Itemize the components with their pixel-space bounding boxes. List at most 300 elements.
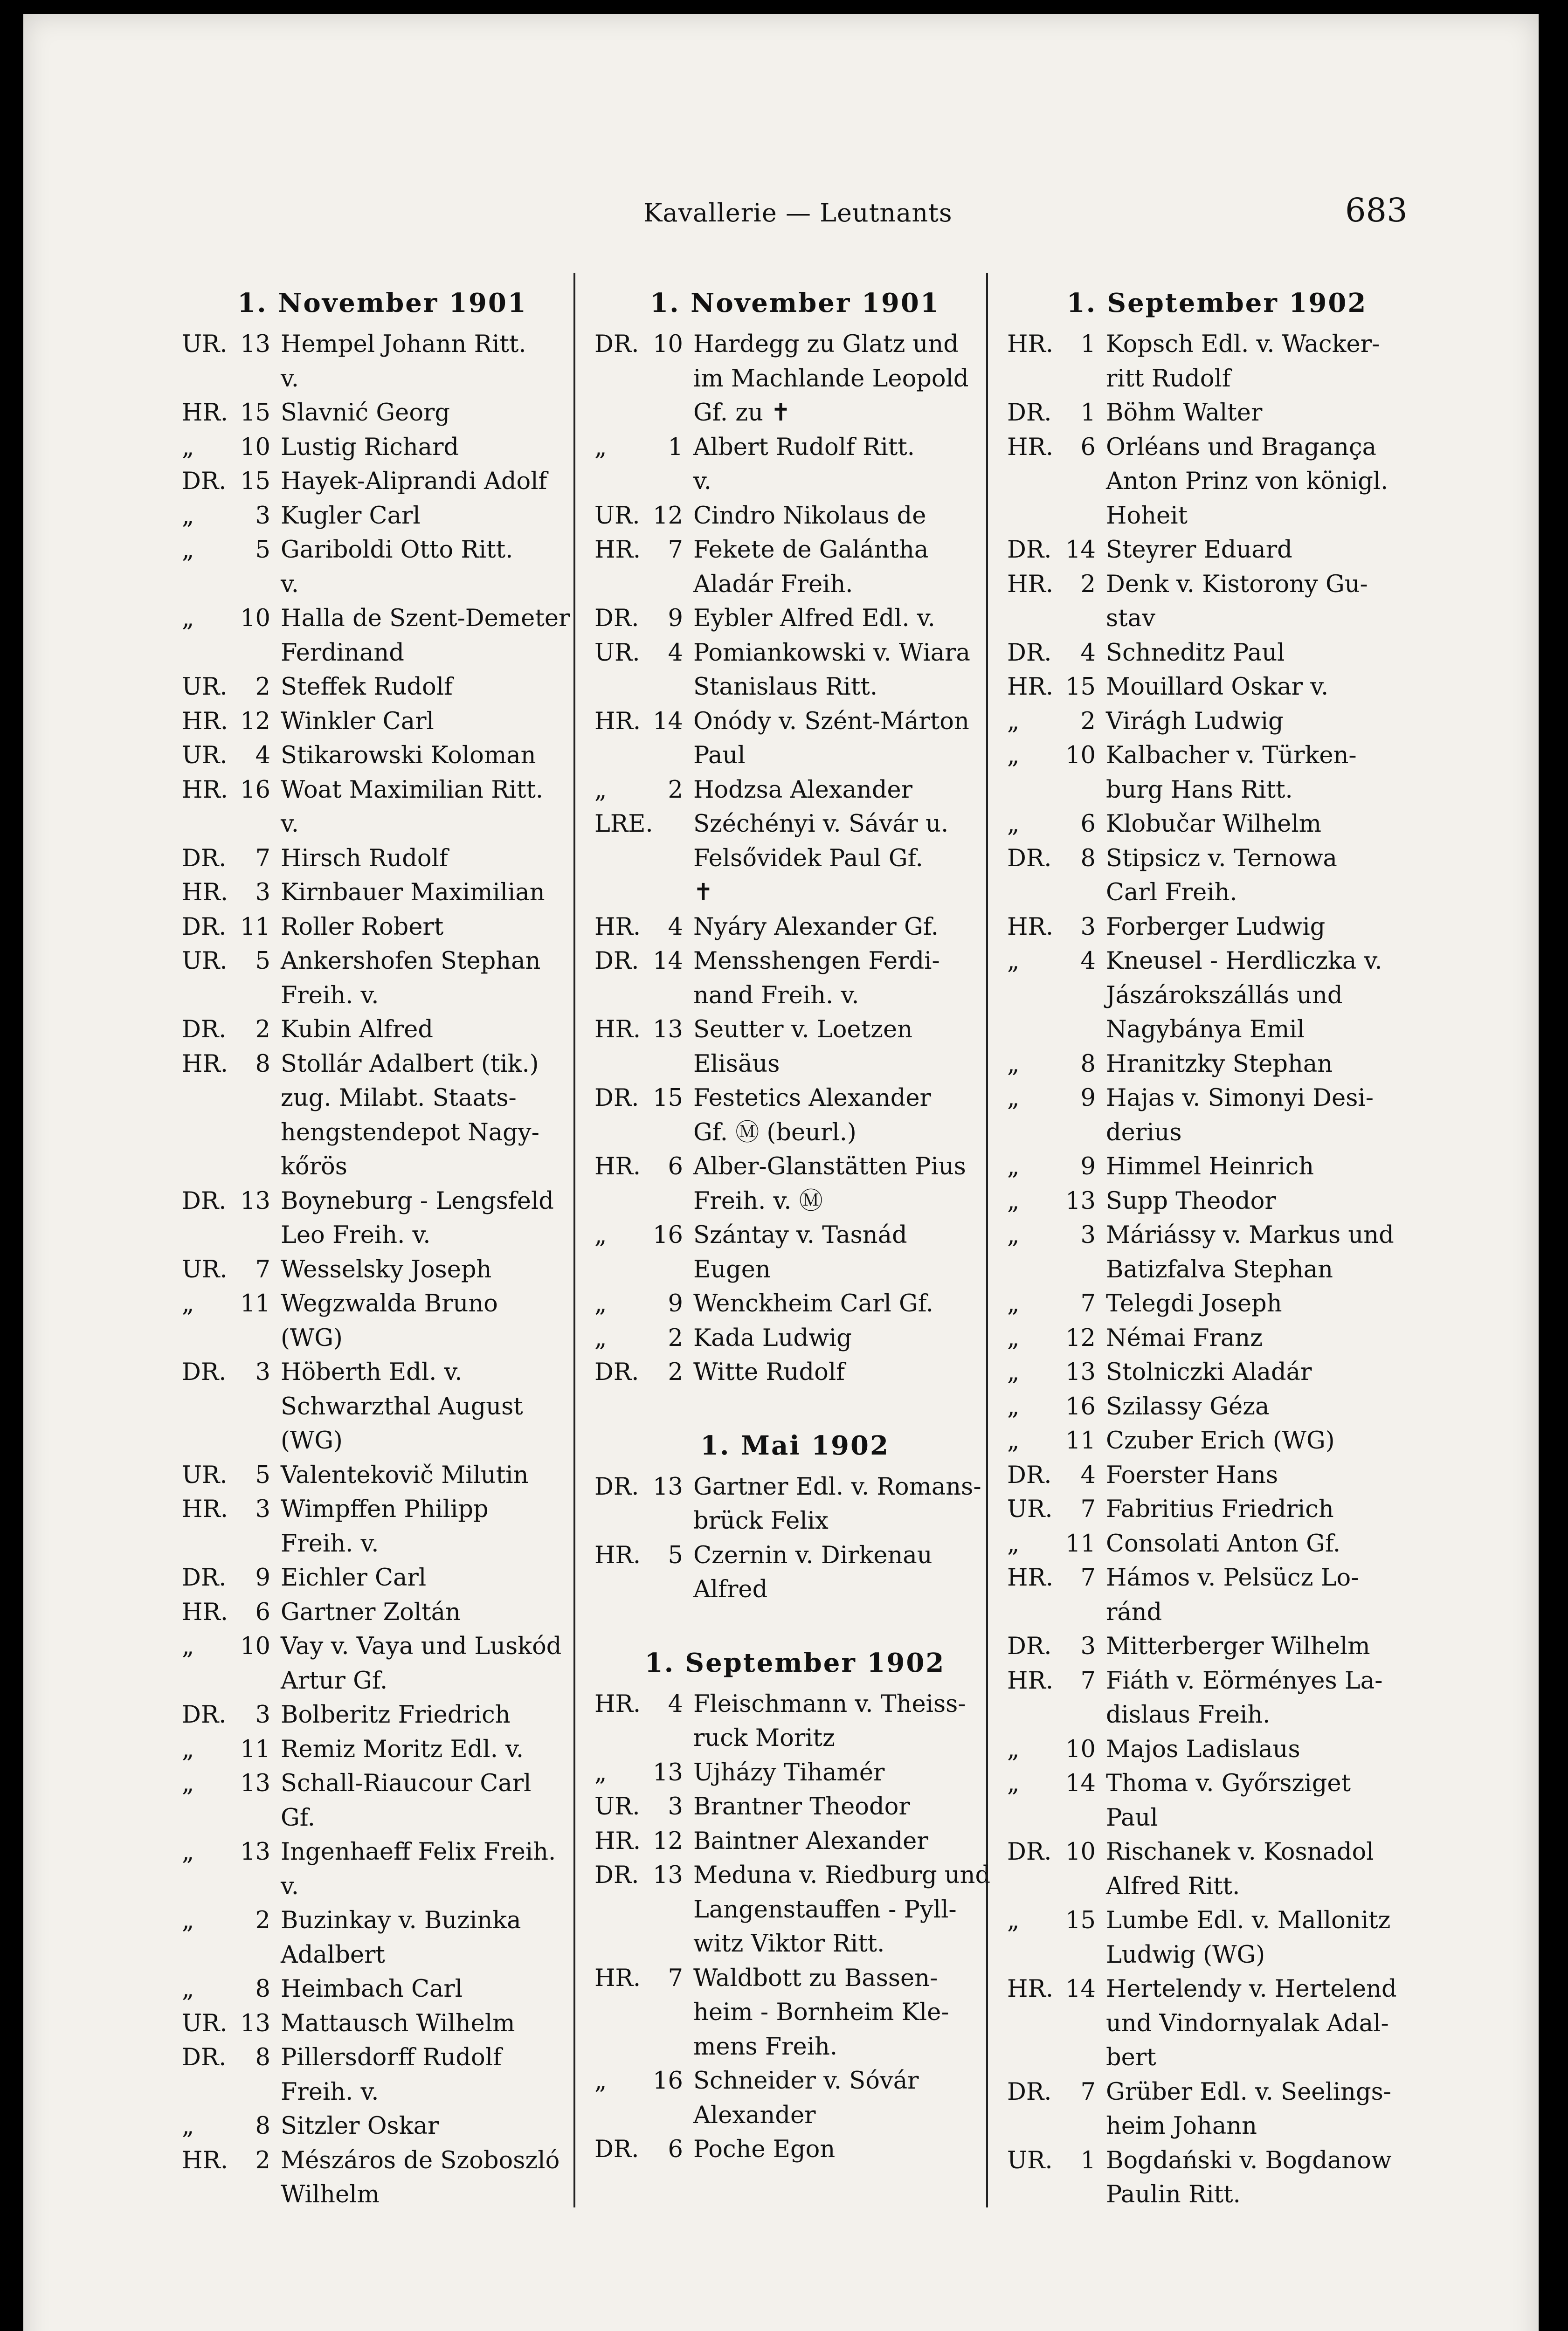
section-title: 1. September 1902 xyxy=(644,1647,946,1678)
regiment-code xyxy=(1007,601,1061,636)
officer-name-line: Langenstauffen - Pyll- xyxy=(693,1896,957,1924)
list-item xyxy=(594,327,995,362)
officer-name-line: Hayek-Aliprandi Adolf xyxy=(281,468,547,495)
regiment-code xyxy=(182,1664,235,1698)
regiment-number xyxy=(1061,499,1106,533)
officer-name-line: Schwarzthal August xyxy=(281,1393,523,1421)
officer-name-line: stav xyxy=(1106,605,1155,632)
regiment-number: 14 xyxy=(1065,1975,1096,2003)
regiment-number xyxy=(648,1047,693,1082)
regiment-code: HR. xyxy=(1007,1564,1054,1592)
regiment-number: 6 xyxy=(1080,810,1096,838)
officer-name-line: Gf. zu ✝ xyxy=(693,399,791,427)
officer-name-line: Schall-Riaucour Carl xyxy=(281,1770,532,1797)
list-item xyxy=(594,979,995,1013)
officer-name-line: Meduna v. Riedburg und xyxy=(693,1862,991,1889)
officer-name-line: Majos Ladislaus xyxy=(1106,1735,1300,1763)
list-item xyxy=(182,807,583,841)
regiment-number xyxy=(648,1572,693,1607)
regiment-code xyxy=(594,876,648,910)
regiment-number: 8 xyxy=(1080,844,1096,872)
officer-name-line: Gf. Ⓜ (beurl.) xyxy=(693,1118,857,1146)
officer-name-line: Pillersdorff Rudolf xyxy=(281,2044,502,2071)
list-item xyxy=(1007,1321,1427,1356)
regiment-number: 13 xyxy=(240,1187,270,1215)
officer-name-line: Némai Franz xyxy=(1106,1324,1263,1352)
officer-name-line: Felsővidek Paul Gf. xyxy=(693,844,923,872)
regiment-number: 13 xyxy=(1065,1359,1096,1386)
list-item xyxy=(182,1732,583,1767)
list-item xyxy=(182,1013,583,1047)
document-page xyxy=(23,14,1539,2331)
regiment-number: 13 xyxy=(240,1838,270,1866)
list-item xyxy=(182,704,583,739)
column-2 xyxy=(594,284,995,2167)
regiment-number: 4 xyxy=(1080,1461,1096,1489)
section-title: 1. November 1901 xyxy=(650,288,940,318)
regiment-number: 10 xyxy=(240,433,270,461)
regiment-code: „ xyxy=(182,433,194,461)
regiment-number: 5 xyxy=(668,1541,683,1569)
regiment-code: „ xyxy=(1007,1050,1020,1078)
officer-name-line: Aladár Freih. xyxy=(693,570,853,598)
regiment-code: „ xyxy=(594,1324,607,1352)
regiment-number xyxy=(1061,876,1106,910)
regiment-number: 9 xyxy=(1080,1084,1096,1112)
list-item xyxy=(1007,2007,1427,2041)
list-item xyxy=(182,1869,583,1904)
officer-name-line: Hajas v. Simonyi Desi- xyxy=(1106,1084,1374,1112)
list-item xyxy=(1007,670,1427,704)
regiment-code: LRE. xyxy=(594,810,653,838)
regiment-number xyxy=(235,1390,281,1424)
regiment-number: 10 xyxy=(653,331,683,358)
list-item xyxy=(1007,1218,1427,1253)
regiment-number xyxy=(235,979,281,1013)
officer-name-line: Gartner Edl. v. Romans- xyxy=(693,1473,981,1501)
officer-name-line: Höberth Edl. v. xyxy=(281,1359,463,1386)
officer-name-line: Wenckheim Carl Gf. xyxy=(693,1290,934,1317)
list-item xyxy=(1007,464,1427,499)
regiment-number: 14 xyxy=(653,707,683,735)
list-item xyxy=(594,1572,995,1607)
list-item xyxy=(1007,2144,1427,2178)
regiment-code: UR. xyxy=(594,1793,640,1821)
regiment-code: „ xyxy=(594,2067,607,2095)
officer-name-line: kőrös xyxy=(281,1153,347,1180)
officer-name-line: v. xyxy=(281,365,299,393)
officer-name-line: Wesselsky Joseph xyxy=(281,1255,492,1283)
list-item xyxy=(1007,1835,1427,1869)
regiment-code xyxy=(1007,2007,1061,2041)
regiment-number: 5 xyxy=(255,536,270,564)
regiment-code: DR. xyxy=(182,844,227,872)
regiment-code xyxy=(594,1995,648,2030)
officer-name-line: Gf. xyxy=(281,1804,316,1832)
regiment-number xyxy=(235,1664,281,1698)
regiment-code: DR. xyxy=(1007,399,1052,427)
regiment-number: 12 xyxy=(653,1827,683,1855)
regiment-code: DR. xyxy=(594,1359,639,1386)
officer-name-line: Steyrer Eduard xyxy=(1106,536,1292,564)
regiment-number: 13 xyxy=(240,331,270,358)
regiment-number: 4 xyxy=(668,913,683,941)
section-title: 1. September 1902 xyxy=(1066,288,1368,318)
regiment-code: UR. xyxy=(182,331,228,358)
list-item xyxy=(182,430,583,465)
regiment-code: HR. xyxy=(594,536,641,564)
officer-name-line: hengstendepot Nagy- xyxy=(281,1118,539,1146)
list-item xyxy=(594,2064,995,2098)
regiment-number xyxy=(1061,1801,1106,1835)
officer-name-line: Poche Egon xyxy=(693,2136,836,2163)
regiment-number xyxy=(235,1424,281,1458)
column-3 xyxy=(1007,284,1427,2212)
regiment-code xyxy=(1007,876,1061,910)
regiment-code: „ xyxy=(594,1221,607,1249)
list-item xyxy=(182,1184,583,1219)
list-item xyxy=(182,1938,583,1972)
regiment-code: DR. xyxy=(1007,1461,1052,1489)
list-item xyxy=(182,1390,583,1424)
regiment-code: UR. xyxy=(182,2009,228,2037)
regiment-number: 13 xyxy=(240,1770,270,1797)
regiment-code xyxy=(1007,1698,1061,1732)
regiment-number: 16 xyxy=(653,1221,683,1249)
regiment-code xyxy=(594,1116,648,1150)
regiment-number: 11 xyxy=(1065,1530,1096,1558)
officer-name-line: Freih. v. xyxy=(281,2078,379,2106)
list-item xyxy=(182,396,583,430)
list-item xyxy=(594,704,995,739)
list-item xyxy=(594,738,995,773)
regiment-number xyxy=(648,1893,693,1927)
regiment-code xyxy=(182,1321,235,1356)
officer-name-line: Witte Rudolf xyxy=(693,1359,845,1386)
officer-name-line: Mensshengen Ferdi- xyxy=(693,947,940,975)
list-item xyxy=(594,1355,995,1390)
regiment-number xyxy=(235,1321,281,1356)
regiment-code: „ xyxy=(1007,810,1020,838)
list-item xyxy=(182,979,583,1013)
list-item xyxy=(594,841,995,876)
regiment-number: 2 xyxy=(255,1016,270,1043)
list-item xyxy=(1007,636,1427,670)
list-item xyxy=(182,2007,583,2041)
regiment-code: DR. xyxy=(182,468,227,495)
regiment-number xyxy=(235,1938,281,1972)
list-item xyxy=(594,1995,995,2030)
regiment-number: 15 xyxy=(240,399,270,427)
list-item xyxy=(182,1116,583,1150)
regiment-number: 10 xyxy=(1065,1735,1096,1763)
regiment-code xyxy=(182,807,235,841)
list-item xyxy=(1007,396,1427,430)
list-item xyxy=(182,1629,583,1664)
officer-name-line: Kirnbauer Maximilian xyxy=(281,879,545,906)
regiment-code: „ xyxy=(1007,742,1020,769)
regiment-number xyxy=(1061,1938,1106,1972)
regiment-code xyxy=(1007,2041,1061,2075)
list-item xyxy=(594,1047,995,1082)
list-item xyxy=(1007,1287,1427,1321)
regiment-number xyxy=(235,807,281,841)
regiment-number: 7 xyxy=(1080,1667,1096,1695)
list-item xyxy=(594,1013,995,1047)
list-item xyxy=(594,1927,995,1961)
list-item xyxy=(182,1150,583,1184)
regiment-code xyxy=(182,362,235,396)
regiment-code: HR. xyxy=(594,1541,641,1569)
regiment-number: 16 xyxy=(1065,1393,1096,1421)
officer-name-line: Ujházy Tihamér xyxy=(693,1759,885,1786)
list-item xyxy=(594,876,995,910)
regiment-code xyxy=(594,1927,648,1961)
list-item xyxy=(182,1766,583,1801)
officer-name-line: Festetics Alexander xyxy=(693,1084,931,1112)
regiment-code xyxy=(1007,1013,1061,1047)
regiment-number: 9 xyxy=(668,1290,683,1317)
regiment-number xyxy=(648,1995,693,2030)
officer-name-line: Baintner Alexander xyxy=(693,1827,928,1855)
regiment-code: HR. xyxy=(182,1598,228,1626)
list-item xyxy=(1007,2041,1427,2075)
regiment-number: 1 xyxy=(1080,2146,1096,2174)
officer-name-line: Czernin v. Dirkenau xyxy=(693,1541,933,1569)
officer-name-line: Eichler Carl xyxy=(281,1564,427,1592)
list-item xyxy=(594,1504,995,1538)
officer-name-line: Virágh Ludwig xyxy=(1106,707,1284,735)
officer-name-line: Forberger Ludwig xyxy=(1106,913,1326,941)
regiment-code: DR. xyxy=(594,331,639,358)
officer-name-line: Waldbott zu Bassen- xyxy=(693,1964,938,1992)
regiment-code xyxy=(594,1572,648,1607)
regiment-code xyxy=(182,1424,235,1458)
list-item xyxy=(182,773,583,807)
regiment-number xyxy=(1061,1013,1106,1047)
regiment-code: DR. xyxy=(1007,844,1052,872)
officer-name-line: Pomiankowski v. Wiara xyxy=(693,639,970,667)
list-item xyxy=(1007,876,1427,910)
list-item xyxy=(182,944,583,979)
regiment-number: 8 xyxy=(255,1050,270,1078)
list-item xyxy=(1007,1150,1427,1184)
list-item xyxy=(594,1321,995,1356)
list-item xyxy=(1007,1424,1427,1458)
officer-name-line: zug. Milabt. Staats- xyxy=(281,1084,517,1112)
regiment-code xyxy=(594,1721,648,1756)
regiment-code xyxy=(594,567,648,602)
regiment-code: DR. xyxy=(594,1862,639,1889)
officer-name-line: Paul xyxy=(693,742,746,769)
regiment-number: 13 xyxy=(653,1862,683,1889)
list-item xyxy=(182,499,583,533)
regiment-code xyxy=(594,738,648,773)
regiment-number xyxy=(235,1081,281,1116)
regiment-code: UR. xyxy=(182,1461,228,1489)
list-item xyxy=(1007,910,1427,945)
officer-name-line: Winkler Carl xyxy=(281,707,434,735)
regiment-code xyxy=(1007,1253,1061,1287)
regiment-number: 13 xyxy=(1065,1187,1096,1215)
regiment-number: 7 xyxy=(1080,1290,1096,1317)
officer-name-line: Kneusel - Herdliczka v. xyxy=(1106,947,1382,975)
officer-name-line: Lustig Richard xyxy=(281,433,459,461)
list-item xyxy=(182,1527,583,1561)
officer-name-line: burg Hans Ritt. xyxy=(1106,776,1293,804)
list-item xyxy=(1007,499,1427,533)
regiment-code xyxy=(594,2030,648,2064)
regiment-number: 12 xyxy=(653,502,683,530)
list-item xyxy=(182,2178,583,2212)
regiment-code: UR. xyxy=(182,947,228,975)
list-item xyxy=(1007,1595,1427,1630)
running-head: Kavallerie — Leutnants xyxy=(643,198,953,228)
list-item xyxy=(182,670,583,704)
officer-name-line: Szántay v. Tasnád xyxy=(693,1221,907,1249)
regiment-code: UR. xyxy=(594,639,640,667)
regiment-number xyxy=(1061,1253,1106,1287)
regiment-number xyxy=(1061,1116,1106,1150)
regiment-code: DR. xyxy=(182,913,227,941)
regiment-number: 10 xyxy=(1065,1838,1096,1866)
list-item xyxy=(1007,430,1427,465)
officer-name-line: Mészáros de Szoboszló xyxy=(281,2146,560,2174)
officer-name-line: Vay v. Vaya und Luskód xyxy=(281,1633,562,1660)
regiment-number xyxy=(1061,2109,1106,2144)
regiment-code xyxy=(594,1253,648,1287)
regiment-code: DR. xyxy=(182,1564,227,1592)
regiment-number: 8 xyxy=(255,1975,270,2003)
regiment-number xyxy=(1061,979,1106,1013)
officer-name-line: Alfred Ritt. xyxy=(1106,1872,1240,1900)
regiment-number: 3 xyxy=(1080,913,1096,941)
regiment-number: 4 xyxy=(1080,947,1096,975)
officer-name-line: Hodzsa Alexander xyxy=(693,776,913,804)
list-item xyxy=(1007,533,1427,567)
regiment-number: 2 xyxy=(1080,707,1096,735)
regiment-number: 14 xyxy=(1065,536,1096,564)
regiment-number: 4 xyxy=(668,639,683,667)
regiment-code: HR. xyxy=(594,707,641,735)
list-item xyxy=(1007,841,1427,876)
officer-name-line: v. xyxy=(693,468,711,495)
officer-name-line: Kada Ludwig xyxy=(693,1324,852,1352)
regiment-code: „ xyxy=(594,1759,607,1786)
list-item xyxy=(594,1687,995,1722)
regiment-code: DR. xyxy=(594,605,639,632)
regiment-number: 15 xyxy=(240,468,270,495)
regiment-number: 10 xyxy=(240,605,270,632)
regiment-number xyxy=(235,1869,281,1904)
regiment-code xyxy=(594,670,648,704)
list-item xyxy=(594,636,995,670)
regiment-number: 7 xyxy=(255,1255,270,1283)
regiment-code: „ xyxy=(1007,1324,1020,1352)
list-item xyxy=(594,1184,995,1219)
regiment-number: 11 xyxy=(240,913,270,941)
regiment-code: DR. xyxy=(182,1016,227,1043)
regiment-code: „ xyxy=(182,1770,194,1797)
list-item xyxy=(1007,1903,1427,1938)
regiment-number xyxy=(648,464,693,499)
officer-name-line: Wegzwalda Bruno xyxy=(281,1290,498,1317)
officer-name-line: Seutter v. Loetzen xyxy=(693,1016,913,1043)
regiment-number xyxy=(1061,773,1106,807)
regiment-code xyxy=(1007,362,1061,396)
regiment-code: HR. xyxy=(594,1827,641,1855)
regiment-number xyxy=(648,1927,693,1961)
regiment-number xyxy=(648,670,693,704)
officer-name-line: Telegdi Joseph xyxy=(1106,1290,1282,1317)
list-item xyxy=(1007,944,1427,979)
officer-name-line: derius xyxy=(1106,1118,1182,1146)
regiment-number xyxy=(648,567,693,602)
regiment-code: „ xyxy=(182,2112,194,2140)
list-item xyxy=(1007,362,1427,396)
regiment-code xyxy=(594,362,648,396)
officer-name-line: Paulin Ritt. xyxy=(1106,2181,1241,2208)
regiment-code: „ xyxy=(1007,1153,1020,1180)
regiment-number xyxy=(235,1801,281,1835)
officer-name-line: v. xyxy=(281,1872,299,1900)
regiment-number: 3 xyxy=(255,1701,270,1729)
officer-name-line: dislaus Freih. xyxy=(1106,1701,1271,1729)
officer-name-line: Woat Maximilian Ritt. xyxy=(281,776,544,804)
list-item xyxy=(594,464,995,499)
regiment-number: 3 xyxy=(255,502,270,530)
officer-name-line: Cindro Nikolaus de xyxy=(693,502,926,530)
regiment-code: „ xyxy=(182,536,194,564)
officer-name-line: Szilassy Géza xyxy=(1106,1393,1270,1421)
list-item xyxy=(182,1903,583,1938)
officer-name-line: Hardegg zu Glatz und xyxy=(693,331,959,358)
regiment-code: HR. xyxy=(182,2146,228,2174)
list-item xyxy=(594,1721,995,1756)
officer-name-line: Heimbach Carl xyxy=(281,1975,463,2003)
regiment-code xyxy=(182,1869,235,1904)
regiment-number xyxy=(648,1184,693,1219)
officer-name-line: Fiáth v. Eörményes La- xyxy=(1106,1667,1383,1695)
regiment-number: 3 xyxy=(255,1359,270,1386)
officer-name-line: Gartner Zoltán xyxy=(281,1598,461,1626)
page-number: 683 xyxy=(1345,191,1408,229)
regiment-code: DR. xyxy=(594,947,639,975)
regiment-code: „ xyxy=(182,1735,194,1763)
officer-name-line: brück Felix xyxy=(693,1507,829,1535)
regiment-number: 14 xyxy=(653,947,683,975)
section-title: 1. November 1901 xyxy=(237,288,527,318)
regiment-code: „ xyxy=(1007,1187,1020,1215)
officer-name-line: Széchényi v. Sávár u. xyxy=(693,810,949,838)
officer-name-line: Paul xyxy=(1106,1804,1158,1832)
officer-name-line: ✝ xyxy=(693,879,713,906)
officer-name-line: Remiz Moritz Edl. v. xyxy=(281,1735,524,1763)
list-item xyxy=(594,1470,995,1504)
regiment-code: „ xyxy=(1007,1530,1020,1558)
regiment-code: „ xyxy=(182,1975,194,2003)
regiment-number: 1 xyxy=(1080,399,1096,427)
officer-name-line: Stollár Adalbert (tik.) xyxy=(281,1050,539,1078)
officer-name-line: Alber-Glanstätten Pius xyxy=(693,1153,966,1180)
regiment-number: 8 xyxy=(255,2044,270,2071)
list-item xyxy=(1007,1561,1427,1595)
regiment-code: DR. xyxy=(182,2044,227,2071)
regiment-number xyxy=(235,1527,281,1561)
list-item xyxy=(182,1047,583,1082)
list-item xyxy=(594,773,995,807)
regiment-number xyxy=(1061,362,1106,396)
